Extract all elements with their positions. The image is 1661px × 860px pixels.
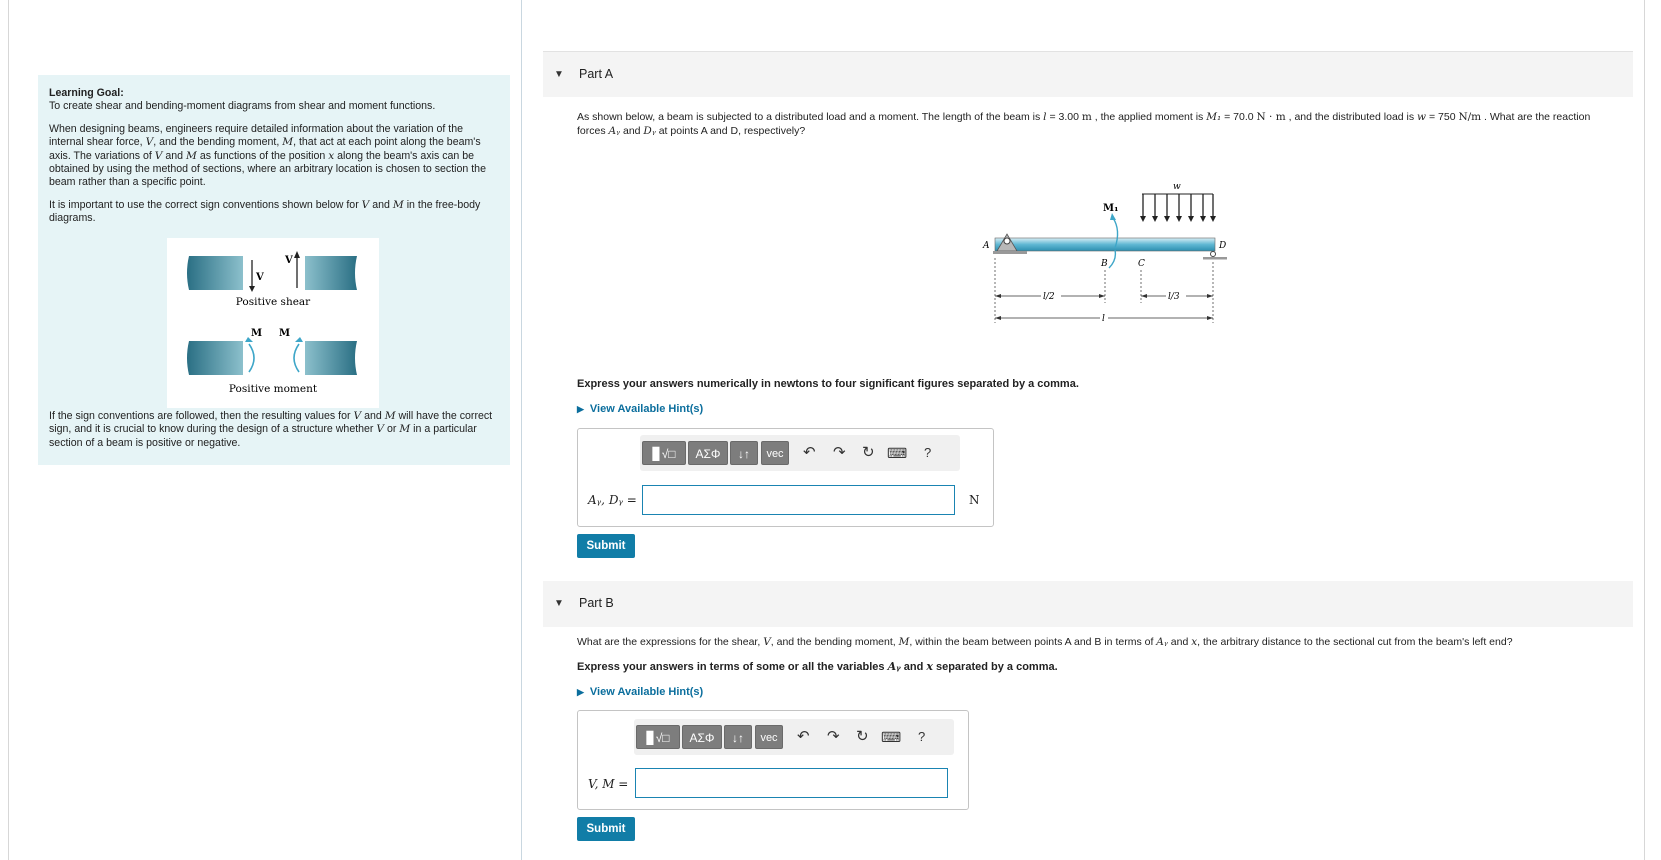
reset-icon[interactable]: ↻ — [856, 728, 869, 745]
dim-third-label: l/3 — [1168, 292, 1180, 302]
part-b-instruction: Express your answers in terms of some or all the variables Aᵧ and x separated by a comma. — [577, 660, 1058, 673]
load-w-label: w — [1173, 182, 1181, 192]
part-a-answer-label: Aᵧ, Dᵧ = — [588, 493, 637, 507]
beam-diagram — [975, 178, 1235, 331]
part-b-header[interactable] — [543, 581, 1633, 627]
moment-m-label-right: M — [279, 328, 291, 339]
part-a-label: Part A — [579, 67, 614, 81]
learning-goal-paragraph-3: If the sign conventions are followed, then the resulting values for V and M will have the correct sign, and it is crucial to know during the design of a structure whether V or M in a particular section of a beam is positive or negative. — [49, 410, 493, 449]
point-a-label: A — [983, 241, 990, 251]
arrows-button[interactable]: ↓↑ — [730, 441, 758, 465]
moment-caption: Positive moment — [228, 383, 318, 395]
moment-block-left — [187, 341, 243, 375]
part-a-submit-button[interactable]: Submit — [577, 534, 635, 558]
learning-goal-paragraph-2: It is important to use the correct sign conventions shown below for V and M in the free-body diagrams. — [49, 198, 481, 225]
part-a-hint-link[interactable]: ▶ View Available Hint(s) — [577, 403, 704, 415]
part-b-hint-link[interactable]: ▶ View Available Hint(s) — [577, 686, 704, 698]
shear-v-label-down: V — [256, 272, 264, 283]
part-a-question: As shown below, a beam is subjected to a distributed load and a moment. The length of the beam is l = 3.00 m , the applied moment is M₁ = 70.0 N · m , and the distributed load is w = 750 N/m . What are the reaction forces Aᵧ and Dᵧ at points A and D, respectively? — [577, 111, 1591, 137]
part-a-unit: N — [969, 493, 980, 507]
right-panel-border — [1644, 0, 1645, 860]
hint-triangle-icon: ▶ — [577, 687, 584, 697]
learning-goal-title: Learning Goal: — [49, 87, 124, 99]
shear-caption: Positive shear — [235, 296, 311, 308]
part-a-header[interactable] — [543, 51, 1633, 97]
undo-icon[interactable]: ↶ — [797, 728, 810, 745]
dim-l-label: l — [1102, 314, 1105, 324]
point-d-label: D — [1219, 241, 1227, 251]
collapse-triangle-icon[interactable]: ▼ — [554, 69, 564, 80]
sign-convention-figure — [167, 238, 379, 408]
reset-icon[interactable]: ↻ — [862, 444, 875, 461]
moment-m-label-left: M — [251, 328, 263, 339]
math-toolbar-a — [640, 435, 960, 471]
shear-v-label-up: V — [285, 255, 293, 266]
learning-goal-subtitle: To create shear and bending-moment diagrams from shear and moment functions. — [49, 100, 436, 113]
help-icon[interactable]: ? — [918, 729, 926, 744]
learning-goal-paragraph-1: When designing beams, engineers require detailed information about the variation of the internal shear force, V, and the bending moment, M, that act at each point along the beam's axis. The variations of V and M as functions of the position x along the beam's axis can be obtained by using the method of sections, where an arbitrary location is chosen to section the beam rather than a specific point. — [49, 122, 486, 189]
redo-icon[interactable]: ↷ — [833, 444, 846, 461]
part-b-answer-label: V, M = — [588, 777, 629, 791]
part-a-answer-input[interactable] — [642, 485, 955, 515]
moment-m1-label: M₁ — [1103, 203, 1119, 214]
left-panel-border — [8, 0, 9, 860]
undo-icon[interactable]: ↶ — [803, 444, 816, 461]
part-b-answer-box — [577, 710, 969, 810]
part-a-instruction: Express your answers numerically in newtons to four significant figures separated by a comma. — [577, 378, 1079, 390]
greek-symbols-button[interactable]: ΑΣΦ — [682, 725, 722, 749]
part-a-answer-box — [577, 428, 994, 527]
point-b-label: B — [1101, 259, 1108, 269]
redo-icon[interactable]: ↷ — [827, 728, 840, 745]
beam — [995, 238, 1215, 251]
keyboard-icon[interactable]: ⌨ — [887, 445, 908, 461]
part-b-answer-input[interactable] — [635, 768, 948, 798]
part-b-label: Part B — [579, 596, 614, 610]
point-c-label: C — [1138, 259, 1145, 269]
hint-triangle-icon: ▶ — [577, 404, 584, 414]
templates-button[interactable]: ▊√□ — [636, 725, 680, 749]
arrows-button[interactable]: ↓↑ — [724, 725, 752, 749]
vec-button[interactable]: vec — [755, 725, 783, 749]
keyboard-icon[interactable]: ⌨ — [881, 729, 902, 745]
collapse-triangle-icon[interactable]: ▼ — [554, 598, 564, 609]
templates-button[interactable]: ▊√□ — [642, 441, 686, 465]
help-icon[interactable]: ? — [924, 445, 932, 460]
dim-half-label: l/2 — [1043, 292, 1055, 302]
math-toolbar-b — [634, 719, 954, 755]
shear-block-left — [187, 256, 243, 290]
vec-button[interactable]: vec — [761, 441, 789, 465]
greek-symbols-button[interactable]: ΑΣΦ — [688, 441, 728, 465]
learning-goal-box — [38, 75, 510, 465]
column-divider — [521, 0, 522, 860]
part-b-question: What are the expressions for the shear, V, and the bending moment, M, within the beam between points A and B in terms of Aᵧ and x, the arbitrary distance to the sectional cut from the beam's left end? — [577, 636, 1513, 648]
part-b-submit-button[interactable]: Submit — [577, 817, 635, 841]
shear-block-right — [305, 256, 357, 290]
moment-block-right — [305, 341, 357, 375]
